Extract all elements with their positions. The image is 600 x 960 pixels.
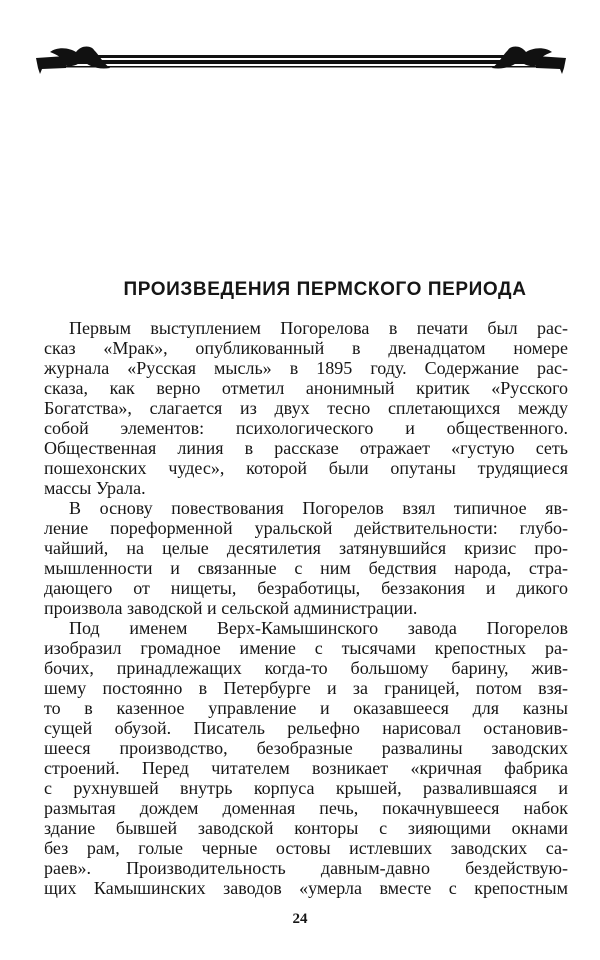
paragraph: [44, 618, 568, 898]
text-line: бочих, принадлежащих когда-то большому барину, жив-: [44, 658, 568, 678]
text-line: пошехонских чудес», которой были опутаны трудящиеся: [44, 458, 568, 478]
text-line: шему постоянно в Петербурге и за границей, потом взя-: [44, 678, 568, 698]
text-line: то в казенное управление и оказавшееся для казны: [44, 698, 568, 718]
text-line: чайший, на целые десятилетия затянувшийся кризис про-: [44, 538, 568, 558]
page-number: 24: [292, 911, 308, 927]
paragraph: [44, 318, 568, 498]
header-ornament-rule: [36, 40, 566, 76]
text-line: сказа, как верно отметил анонимный критик «Русского: [44, 378, 568, 398]
text-line: сказ «Мрак», опубликованный в двенадцатом номере: [44, 338, 568, 358]
text-line: произвола заводской и сельской администрации.: [44, 598, 418, 618]
text-line: сущей обузой. Писатель рельефно нарисовал остановив-: [44, 718, 568, 738]
body-text: [44, 318, 568, 898]
paragraph: [44, 498, 568, 618]
text-line: щих Камышинских заводов «умерла вместе с крепостным: [44, 878, 568, 898]
text-line: мышленности и связанные с ним бедствия народа, стра-: [44, 558, 568, 578]
text-line: В основу повествования Погорелов взял типичное яв-: [69, 498, 568, 518]
text-line: ление пореформенной уральской действительности: глубо-: [44, 518, 568, 538]
text-line: собой элементов: психологического и общественного.: [44, 418, 568, 438]
text-line: журнала «Русская мысль» в 1895 году. Содержание рас-: [44, 358, 568, 378]
text-line: Богатства», слагается из двух тесно сплетающихся между: [44, 398, 568, 418]
text-line: Под именем Верх-Камышинского завода Погорелов: [69, 618, 568, 638]
text-line: Первым выступлением Погорелова в печати был рас-: [69, 318, 568, 338]
text-line: шееся производство, безобразные развалины заводских: [44, 738, 568, 758]
text-line: с рухнувшей внутрь корпуса крышей, развалившаяся и: [44, 778, 568, 798]
text-line: здание бывшей заводской конторы с зияющими окнами: [44, 818, 568, 838]
text-line: размытая дождем доменная печь, покачнувшееся набок: [44, 798, 568, 818]
text-line: изобразил громадное имение с тысячами крепостных ра-: [44, 638, 568, 658]
text-line: Общественная линия в рассказе отражает «густую сеть: [44, 438, 568, 458]
text-line: без рам, голые черные остовы истлевших заводских са-: [44, 838, 568, 858]
text-line: раев». Производительность давным-давно бездействую-: [44, 858, 568, 878]
text-line: строений. Перед читателем возникает «кричная фабрика: [44, 758, 568, 778]
text-line: массы Урала.: [44, 478, 146, 498]
text-line: дающего от нищеты, безработицы, беззакония и дикого: [44, 578, 568, 598]
chapter-heading: ПРОИЗВЕДЕНИЯ ПЕРМСКОГО ПЕРИОДА: [123, 279, 527, 300]
